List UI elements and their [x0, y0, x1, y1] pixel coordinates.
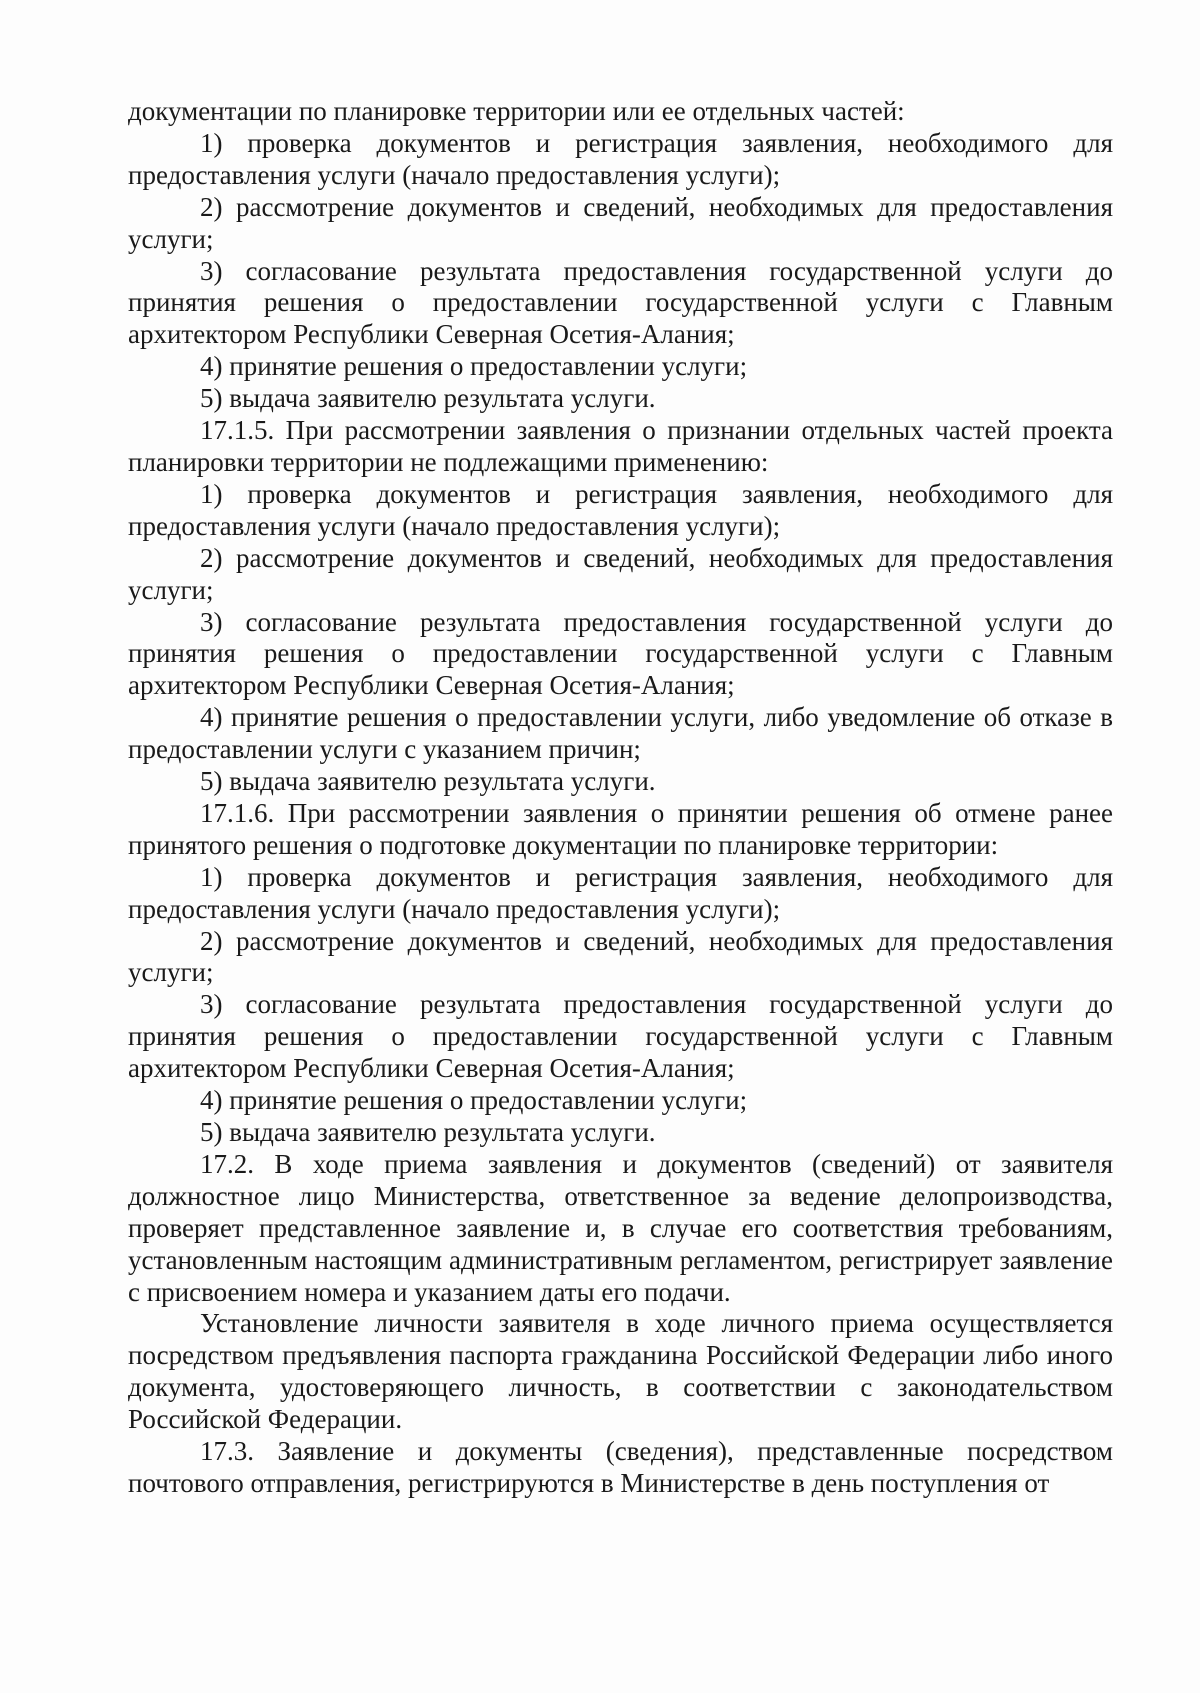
list-item: 4) принятие решения о предоставлении услуги; — [200, 351, 748, 382]
list-item: 2) рассмотрение документов и сведений, необходимых для предоставления услуги; — [128, 191, 1113, 254]
section-paragraph: 17.2. В ходе приема заявления и документов (сведений) от заявителя должностное лицо Министерства, ответственное за ведение делопроизводства, проверяет представленное заявление и, в случае его соответствия требованиям, установленным настоящим административным регламентом, регистрирует заявление с присвоением номера и указанием даты его подачи. — [128, 1148, 1113, 1307]
list-item: 3) согласование результата предоставления государственной услуги до принятия решения о предоставлении государственной услуги с Главным архитектором Республики Северная Осетия-Алания; — [128, 989, 1113, 1084]
list-item: 5) выдача заявителю результата услуги. — [200, 766, 656, 797]
list-item: 3) согласование результата предоставления государственной услуги до принятия решения о предоставлении государственной услуги с Главным архитектором Республики Северная Осетия-Алания; — [128, 606, 1113, 701]
list-item: 2) рассмотрение документов и сведений, необходимых для предоставления услуги; — [128, 925, 1113, 988]
document-body — [128, 96, 1113, 1500]
list-item: 5) выдача заявителю результата услуги. — [200, 383, 656, 414]
paragraph-continuation: документации по планировке территории или ее отдельных частей: — [128, 96, 905, 126]
section-paragraph: 17.1.5. При рассмотрении заявления о признании отдельных частей проекта планировки территории не подлежащими применению: — [128, 415, 1113, 477]
section-paragraph: 17.1.6. При рассмотрении заявления о принятии решения об отмене ранее принятого решения о подготовке документации по планировке территории: — [128, 797, 1113, 860]
list-item: 5) выдача заявителю результата услуги. — [200, 1117, 656, 1147]
list-item: 1) проверка документов и регистрация заявления, необходимого для предоставления услуги (начало предоставления услуги); — [128, 478, 1113, 541]
section-paragraph: 17.3. Заявление и документы (сведения), представленные посредством почтового отправления, регистрируются в Министерстве в день поступления от — [128, 1436, 1113, 1498]
list-item: 3) согласование результата предоставления государственной услуги до принятия решения о предоставлении государственной услуги с Главным архитектором Республики Северная Осетия-Алания; — [128, 255, 1113, 350]
list-item: 1) проверка документов и регистрация заявления, необходимого для предоставления услуги (начало предоставления услуги); — [128, 127, 1113, 190]
list-item: 4) принятие решения о предоставлении услуги, либо уведомление об отказе в предоставлении услуги с указанием причин; — [128, 702, 1113, 765]
body-paragraph: Установление личности заявителя в ходе личного приема осуществляется посредством предъявления паспорта гражданина Российской Федерации либо иного документа, удостоверяющего личность, в соответствии с законодательством Российской Федерации. — [128, 1308, 1113, 1435]
list-item: 1) проверка документов и регистрация заявления, необходимого для предоставления услуги (начало предоставления услуги); — [128, 861, 1113, 924]
list-item: 2) рассмотрение документов и сведений, необходимых для предоставления услуги; — [128, 542, 1113, 605]
list-item: 4) принятие решения о предоставлении услуги; — [200, 1085, 748, 1116]
